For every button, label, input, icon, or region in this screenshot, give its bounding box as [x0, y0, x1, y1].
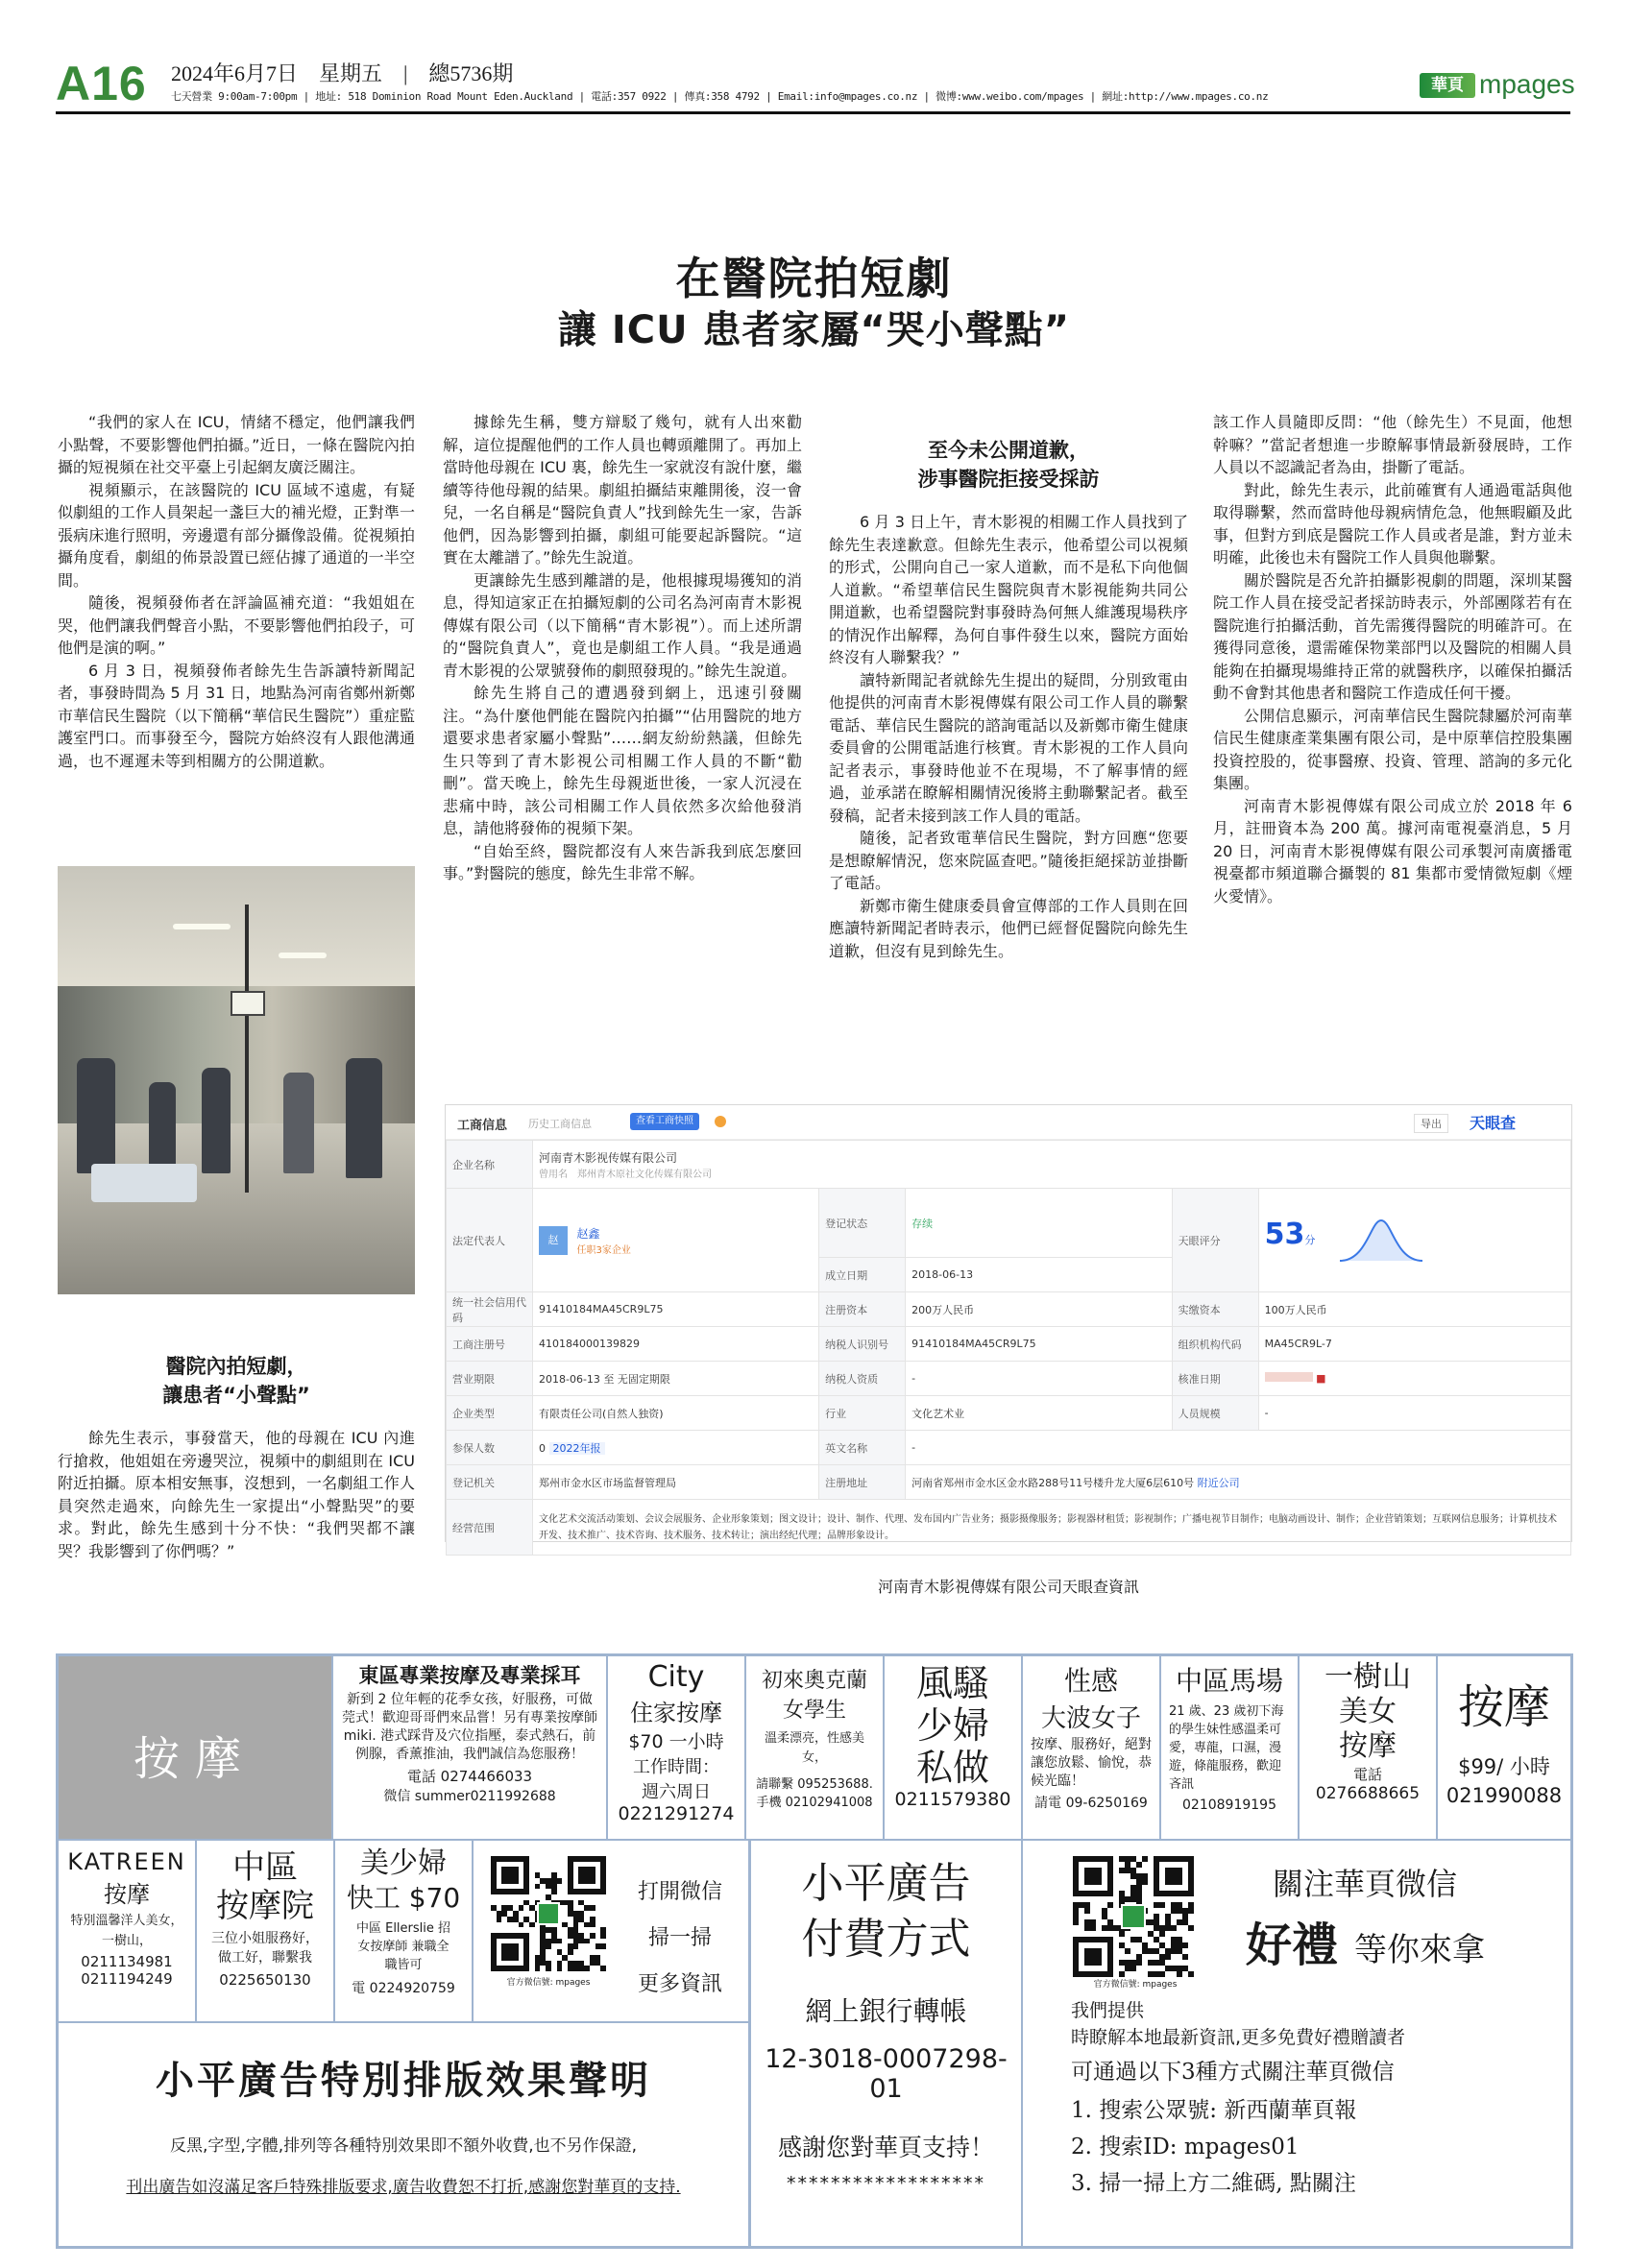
ad-line: 私做	[915, 1747, 989, 1789]
ceiling-lamp	[279, 953, 327, 958]
ad-title: 東區專業按摩及專業採耳	[358, 1664, 581, 1687]
article-subtitle: 讓 ICU 患者家屬“哭小聲點”	[557, 308, 1071, 352]
qr-module	[1188, 1891, 1194, 1896]
ad-price: $70 一小時	[628, 1731, 724, 1752]
ad-price: $99/ 小時	[1458, 1755, 1550, 1778]
ad-line: 3. 掃一掃上方二維碼, 點關注	[1071, 2171, 1356, 2196]
qr-module	[600, 1933, 606, 1939]
qr-module	[1142, 1879, 1148, 1885]
student-ad	[745, 1655, 884, 1840]
tianyancha-logo: 天眼查	[1470, 1114, 1517, 1132]
ad-title: 關注華頁微信	[1273, 1866, 1458, 1902]
paragraph: 讀特新聞記者就餘先生提出的疑問，分別致電由他提供的河南青木影視傳媒有限公司工作人員的聯繫電話、華信民生醫院的諮詢電話以及新鄭市衛生健康委員會的公開電話進行核實。青木影視的工作人員向記者表示，事發時他並不在現場，不了解事情的經過，並承諾在瞭解相關情況後將主動聯繫記者。截至發稿，記者未接到該工作人員的電話。	[829, 670, 1188, 825]
field-label: 注册资本	[819, 1292, 906, 1327]
paragraph: 對此，餘先生表示，此前確實有人通過電話與他取得聯繫，然而當時他母親病情危急，他無暇顧及此事，但對方到底是醫院工作人員或者是誰，對方並未明確，此後也未有醫院工作人員與他聯繫。	[1213, 480, 1572, 567]
qr-module	[1125, 1948, 1130, 1954]
score-value: 53	[1264, 1217, 1305, 1251]
paragraph: 隨後，記者致電華信民生醫院，對方回應“您要是想瞭解情況，您來院區查吧。”隨後拒絕採訪並掛斷了電話。	[829, 829, 1188, 892]
young-woman-ad	[334, 1840, 473, 2022]
qr-module	[600, 1943, 606, 1949]
notice-line: 刊出廣告如沒滿足客戶特殊排版要求,廣告收費恕不打折,感謝您對華頁的支持.	[126, 2178, 681, 2197]
ad-subtitle: 美女	[1339, 1695, 1397, 1728]
notice-title: 小平廣告特別排版效果聲明	[156, 2058, 651, 2103]
field-label: 统一社会信用代码	[447, 1292, 533, 1327]
ad-phone: 0221291274	[618, 1803, 735, 1824]
qr-module	[513, 1955, 519, 1961]
ad-phone: 電話 0274466033	[406, 1768, 533, 1785]
ad-subtitle: 按摩院	[216, 1887, 314, 1925]
ad-contact: 請聯繫 095253688.	[756, 1777, 873, 1792]
ad-phone: 0211194249	[81, 1970, 173, 1988]
field-label: 行业	[819, 1396, 906, 1431]
field-label: 纳税人识别号	[819, 1327, 906, 1362]
ad-phone: 02108919195	[1182, 1798, 1276, 1813]
qr-module	[546, 1943, 551, 1949]
avatar: 赵	[539, 1226, 568, 1255]
decoration-stars: ******************	[787, 2173, 985, 2194]
field-value: 文化艺术交流活动策划、会议会展服务、企业形象策划；图文设计；设计、制作、代理、发布国内广告业务；摄影摄像服务；影视器材租赁；影视制作；广播电视节目制作；电脑动画设计、制作；企业营销策划；互联网信息服务；计算机技术开发、技术推广、技术咨询、技术服务、技术转让；演出经纪代理；品牌形象设计。	[533, 1500, 1571, 1556]
bank-account: 12-3018-0007298-01	[765, 2044, 1008, 2104]
field-label: 英文名称	[819, 1431, 906, 1465]
article-column-1	[58, 411, 415, 772]
field-label: 工商注册号	[447, 1327, 533, 1362]
nearby-link[interactable]: 附近公司	[1197, 1476, 1240, 1489]
field-label: 注册地址	[819, 1465, 906, 1500]
paragraph: 公開信息顯示，河南華信民生醫院隸屬於河南華信民生健康產業集團有限公司，是中原華信控股集團投資控股的，從事醫療、投資、管理、諮詢的多元化集團。	[1213, 706, 1572, 792]
ad-body: 21 歲、23 歲初下海的學生妹性感溫柔可愛，專龍，口濕，漫遊，條龍服務，歡迎吝訊	[1169, 1704, 1284, 1792]
ad-title: 中區	[232, 1848, 298, 1887]
page-number: A16	[56, 57, 147, 110]
central-massage-house-ad	[196, 1840, 334, 2022]
paragraph: “我們的家人在 ICU，情緒不穩定，他們讓我們小點聲，不要影響他們拍攝。”近日，一條在醫院內拍攝的短視頻在社交平臺上引起網友廣泛關注。	[58, 413, 415, 476]
score-unit: 分	[1304, 1233, 1316, 1246]
field-label: 企业类型	[447, 1396, 533, 1431]
ad-phone: 電 0224920759	[352, 1981, 455, 1996]
ad-line: 掃一掃	[647, 1926, 712, 1950]
ad-line: 時瞭解本地最新資訊,更多免費好禮贈讀者	[1071, 2027, 1406, 2048]
light-stand	[245, 905, 249, 1193]
qr-module	[1107, 1902, 1113, 1908]
qr-module	[535, 1966, 541, 1971]
qr-module	[600, 1889, 606, 1894]
qr-module	[1084, 1908, 1090, 1914]
sexy-ad	[884, 1655, 1022, 1840]
field-value: 100万人民币	[1258, 1292, 1570, 1327]
field-value: 410184000139829	[533, 1327, 819, 1362]
qr-module	[590, 1878, 595, 1884]
qr-module	[1136, 1960, 1142, 1966]
qr-module	[568, 1949, 573, 1955]
qr-module	[1165, 1954, 1171, 1960]
field-label: 经营范围	[447, 1500, 533, 1556]
ad-title: 初來奧克蘭	[761, 1669, 867, 1693]
qr-module	[557, 1966, 563, 1971]
wechat-scan-ad	[473, 1840, 749, 2022]
ad-line: 我們提供	[1071, 2000, 1145, 2021]
company-name: 河南青木影视传媒有限公司	[539, 1150, 678, 1165]
ad-label: 電話	[1352, 1766, 1382, 1783]
follow-wechat-ad	[1022, 1840, 1571, 2247]
qr-module	[1182, 1954, 1188, 1960]
city-massage-ad	[607, 1655, 745, 1840]
hospital-bed	[91, 1164, 197, 1202]
gift-big: 好禮	[1246, 1918, 1339, 1972]
qr-module	[551, 1889, 557, 1894]
ad-phone: 請電 09-6250169	[1034, 1796, 1148, 1811]
field-value: 91410184MA45CR9L75	[533, 1292, 819, 1327]
qr-module	[519, 1905, 524, 1911]
field-label: 实缴资本	[1172, 1292, 1258, 1327]
qr-module	[584, 1939, 590, 1944]
ad-title: 一樹山	[1324, 1660, 1411, 1694]
fill-light	[231, 991, 265, 1016]
wechat-instructions	[618, 1870, 742, 2008]
photo-caption: 醫院內拍短劇， 讓患者“小聲點”	[162, 1355, 310, 1407]
qr-module	[519, 1922, 524, 1928]
field-value	[906, 1465, 1571, 1500]
ad-subtitle: 住家按摩	[630, 1700, 722, 1726]
field-value: 存续	[906, 1189, 1172, 1258]
field-value: -	[906, 1431, 1571, 1465]
ad-title: 美少婦	[360, 1846, 447, 1880]
address: 河南省郑州市金水区金水路288号11号楼升龙大厦6层610号	[911, 1476, 1195, 1489]
massage99-ad	[1437, 1655, 1571, 1840]
field-value: 2018-06-13	[906, 1258, 1172, 1292]
ad-days: 週六周日	[642, 1782, 711, 1802]
field-value	[533, 1431, 819, 1465]
ad-body: 溫柔漂亮，性感美女，	[764, 1731, 864, 1765]
card-caption: 河南青木影視傳媒有限公司天眼查資訊	[877, 1578, 1139, 1596]
ad-subtitle: 付費方式	[801, 1915, 971, 1964]
insured-count: 0	[539, 1441, 546, 1455]
thanks-line: 感謝您對華頁支持！	[777, 2134, 994, 2161]
ad-line: 打開微信	[637, 1880, 722, 1904]
ad-title: City	[647, 1660, 705, 1694]
field-value: -	[1258, 1396, 1570, 1431]
photo-ceiling	[58, 866, 415, 995]
paragraph: 新鄭市衛生健康委員會宣傳部的工作人員則在回應讀特新聞記者時表示，他們已經督促醫院向餘先生道歉，但沒有見到餘先生。	[829, 896, 1188, 960]
field-label: 企业名称	[447, 1141, 533, 1189]
ad-phone: 手機 02102941008	[756, 1796, 873, 1810]
paragraph: 據餘先生稱，雙方辯駁了幾句，就有人出來勸解，這位提醒他們的工作人員也轉頭離開了。再加上當時他母親在 ICU 裏，餘先生一家就沒有說什麼，繼續等待他母親的結果。劇組拍攝結束離開後，沒一會兒，一名自稱是“醫院負責人”找到餘先生一家，告訴他們，因為影響到拍攝，劇組可能要起訴醫院。“這實在太離譜了。”餘先生說道。	[443, 413, 802, 567]
export-button[interactable]: 导出	[1414, 1114, 1448, 1133]
qr-module	[590, 1933, 595, 1939]
qr-module	[1177, 1879, 1182, 1885]
qr-module	[573, 1943, 579, 1949]
ad-body: 新到 2 位年輕的花季女孩，好服務，可做莞式！歡迎哥哥們來品嘗！另有專業按摩師 miki. 港式踩背及穴位指壓，泰式熱石，前例腺，香薰推油，我們誠信為您服務！	[342, 1692, 597, 1762]
score-cell	[1258, 1189, 1570, 1292]
company-info-card	[445, 1104, 1572, 1542]
qr-module	[1159, 1931, 1165, 1937]
massage-label: 按摩	[133, 1732, 256, 1786]
ad-line: 可通過以下3種方式關注華頁微信	[1071, 2060, 1395, 2085]
field-label: 成立日期	[819, 1258, 906, 1292]
qr-module	[1090, 1925, 1096, 1931]
qr-label: 官方微信號: mpages	[506, 1978, 591, 1988]
person-silhouette	[77, 1058, 115, 1173]
paragraph: 餘先生表示，事發當天，他的母親在 ICU 內進行搶救，他姐姐在旁邊哭泣，視頻中的劇組則在 ICU 附近拍攝。原本相安無事，沒想到，一名劇組工作人員突然走過來，向餘先生一家提出“小聲點哭”的要求。對此，餘先生感到十分不快：“我們哭都不讓哭？我影響到了你們嗎？”	[58, 1429, 415, 1560]
paragraph: 河南青木影視傳媒有限公司成立於 2018 年 6 月，註冊資本為 200 萬。據河南電視臺消息，5 月 20 日，河南青木影視傳媒有限公司承製河南廣播電視臺都市頻道聯合攝製的 81 集都市愛情微短劇《煙火愛情》。	[1213, 796, 1572, 905]
annual-report-link[interactable]: 2022年报	[549, 1442, 605, 1455]
central-racecourse-ad	[1160, 1655, 1299, 1840]
shan-ad	[1299, 1655, 1437, 1840]
qr-module	[513, 1878, 519, 1884]
article-title: 在醫院拍短劇	[675, 253, 953, 304]
ad-line: 風騷	[915, 1662, 989, 1704]
ad-subtitle: 按摩	[1339, 1729, 1397, 1763]
ad-hours: 工作時間：	[633, 1757, 719, 1777]
qr-module	[600, 1966, 606, 1971]
ad-subtitle: 快工 $70	[346, 1882, 461, 1914]
person-silhouette	[202, 1068, 231, 1173]
issue-date: 2024年6月7日 星期五 | 總5736期	[171, 61, 514, 85]
ad-phone: 0225650130	[219, 1971, 311, 1989]
paragraph: 關於醫院是否允許拍攝影視劇的問題，深圳某醫院工作人員在接受記者採訪時表示，外部團隊若有在醫院進行拍攝活動，首先需獲得醫院的明確許可。在獲得同意後，還需確保物業部門以及醫院的相關人員能夠在拍攝現場維持正常的就醫秩序，以確保拍攝活動不會對其他患者和醫院工作造成任何干擾。	[1213, 570, 1572, 702]
paragraph: 隨後，視頻發佈者在評論區補充道：“我姐姐在哭，他們讓我們聲音小點，不要影響他們拍段子，可他們是演的啊。”	[58, 593, 415, 657]
payment-method-ad	[749, 1840, 1022, 2247]
section-heading: 至今未公開道歉， 涉事醫院拒接受採訪	[917, 439, 1100, 491]
ad-phone: 021990088	[1446, 1784, 1563, 1807]
qr-module	[523, 1889, 529, 1894]
qr-module	[497, 1917, 502, 1922]
ad-line: 2. 搜索ID: mpages01	[1071, 2135, 1300, 2159]
ad-body: 中區 Ellerslie 招女按摩師 兼職全職皆可	[355, 1921, 451, 1972]
qr-module	[557, 1878, 563, 1884]
header-rule	[56, 111, 1570, 114]
field-value: -	[906, 1362, 1172, 1396]
field-value	[533, 1141, 1571, 1189]
qr-module	[1159, 1902, 1165, 1908]
field-label: 组织机构代码	[1172, 1327, 1258, 1362]
field-value: 2018-06-13 至 无固定期限	[533, 1362, 819, 1396]
article-column-1b	[58, 1427, 415, 1562]
wechat-qr-code[interactable]	[491, 1856, 606, 1971]
qr-module	[1107, 1891, 1113, 1896]
ad-line: 少婦	[915, 1704, 989, 1747]
qr-module	[1136, 1862, 1142, 1868]
paragraph: 該工作人員隨即反問：“他（餘先生）不見面，他想幹嘛？”當記者想進一步瞭解事情最新發展時，工作人員以不認識記者為由，掛斷了電話。	[1213, 413, 1572, 476]
ad-wechat: 微信 summer0211992688	[383, 1789, 556, 1804]
east-massage-ad	[332, 1655, 607, 1840]
qr-module	[557, 1939, 563, 1944]
score-curve-icon	[1338, 1217, 1424, 1265]
ad-title: 性感	[1063, 1665, 1118, 1697]
paragraph: “自始至終，醫院都沒有人來告訴我到底怎麼回事。”對醫院的態度，餘先生非常不解。	[443, 841, 802, 882]
qr-module	[1188, 1908, 1194, 1914]
qr-module	[1119, 1931, 1125, 1937]
field-label: 登记状态	[819, 1189, 906, 1258]
ad-title: KATREEN	[67, 1848, 186, 1875]
paragraph: 視頻顯示，在該醫院的 ICU 區域不遠處，有疑似劇組的工作人員架起一盞巨大的補光燈，正對準一張病床進行照明，旁邊還有部分攝像設備。從視頻拍攝角度看，劇組的佈景設置已經佔據了通道的一半空間。	[58, 480, 415, 590]
wechat-qr-code[interactable]	[1073, 1856, 1194, 1977]
lock-icon: ■	[1316, 1372, 1326, 1385]
ad-subtitle: 大波女子	[1040, 1704, 1141, 1733]
ad-subtitle: 女學生	[782, 1699, 846, 1723]
qr-module	[535, 1884, 541, 1890]
logo-mark: 華頁	[1420, 73, 1475, 98]
article-column-4	[1213, 411, 1572, 907]
field-label: 法定代表人	[447, 1189, 533, 1292]
field-value: 有限责任公司(自然人独资)	[533, 1396, 819, 1431]
field-value	[1258, 1362, 1570, 1396]
ad-body: 特別溫馨洋人美女，一樹山，	[70, 1914, 183, 1948]
field-label: 登记机关	[447, 1465, 533, 1500]
ad-body: 三位小姐服務好，做工好，聯繫我	[211, 1931, 319, 1966]
field-label: 核准日期	[1172, 1362, 1258, 1396]
qr-module	[1130, 1966, 1136, 1971]
field-label: 天眼评分	[1172, 1189, 1258, 1292]
field-value: 郑州市金水区市场监督管理局	[533, 1465, 819, 1500]
qr-center-logo-icon	[1121, 1904, 1145, 1928]
legal-rep-name[interactable]: 赵鑫	[576, 1226, 600, 1241]
gift-small: 等你來拿	[1354, 1931, 1485, 1969]
qr-label: 官方微信號: mpages	[1093, 1980, 1178, 1990]
field-label: 纳税人资质	[819, 1362, 906, 1396]
field-label: 营业期限	[447, 1362, 533, 1396]
ad-phone: 0211579380	[894, 1789, 1011, 1810]
hospital-photo	[58, 866, 415, 1294]
article-column-2	[443, 411, 802, 885]
ceiling-lamp	[173, 924, 231, 929]
qr-module	[1188, 1925, 1194, 1931]
massage-label-ad	[58, 1655, 332, 1840]
qr-module	[1073, 1919, 1079, 1925]
qr-module	[1182, 1942, 1188, 1948]
person-silhouette	[346, 1058, 382, 1178]
redacted-bar	[1265, 1372, 1313, 1382]
badge-icon	[715, 1116, 726, 1127]
qr-module	[1096, 1879, 1102, 1885]
ad-subtitle: 按摩	[104, 1881, 150, 1908]
payment-method: 網上銀行轉帳	[805, 1995, 967, 2027]
ad-title: 按摩	[1457, 1680, 1550, 1734]
qr-module	[1142, 1856, 1148, 1862]
qr-center-logo-icon	[537, 1902, 560, 1925]
qr-module	[529, 1922, 535, 1928]
qr-module	[523, 1966, 529, 1971]
ad-phone: 0211134981	[81, 1953, 173, 1970]
field-label: 人员规模	[1172, 1396, 1258, 1431]
qr-module	[590, 1905, 595, 1911]
field-value: 文化艺术业	[906, 1396, 1172, 1431]
field-value: 200万人民币	[906, 1292, 1172, 1327]
card-toolbar	[446, 1105, 1571, 1140]
paragraph: 6 月 3 日，視頻發佈者餘先生告訴讀特新聞記者，事發時間為 5 月 31 日，地點為河南省鄭州新鄭市華信民生醫院（以下簡稱“華信民生醫院”）重症監護室門口。而事發至今，醫院方始終沒有人跟他溝通過，也不遲遲未等到相關方的公開道歉。	[58, 661, 415, 770]
ad-line: 更多資訊	[637, 1972, 722, 1996]
tab-business-info[interactable]: 工商信息	[457, 1119, 508, 1133]
legal-rep-sub[interactable]: 任职3家企业	[576, 1244, 631, 1256]
paragraph: 6 月 3 日上午，青木影視的相關工作人員找到了餘先生表達歉意。但餘先生表示，他希望公司以視頻的形式，公開向自己一家人道歉，而不是私下向他個人道歉。“希望華信民生醫院與青木影視能夠共同公開道歉，也希望醫院對事發時為何無人維護現場秩序的情況作出解釋，為何自事件發生以來，醫院方面始終沒有人聯繫我？”	[829, 513, 1188, 666]
paragraph: 餘先生將自己的遭遇發到網上，迅速引發關注。“為什麼他們能在醫院內拍攝”“佔用醫院的地方還要求患者家屬小聲點”……網友紛紛熱議，但餘先生只等到了青木影視公司相關工作人員的不斷“勸刪”。當天晚上，餘先生母親逝世後，一家人沉浸在悲痛中時，該公司相關工作人員依然多次給他發消息，請他將發佈的視頻下架。	[443, 684, 802, 837]
company-info-table	[446, 1140, 1571, 1556]
qr-module	[1171, 1925, 1177, 1931]
person-silhouette	[149, 1082, 176, 1173]
qr-module	[546, 1966, 551, 1971]
mpages-logo	[1420, 69, 1575, 104]
article-column-3	[829, 428, 1188, 962]
contact-info-line: 七天營業 9:00am-7:00pm | 地址: 518 Dominion Road Mount Eden.Auckland | 電話:357 0922 | 傳真:358 4792 | Email:info@mpages.co.nz | 微博:www.weibo.com/mpages | 網址:http://www.mpages.co.nz	[171, 90, 1269, 103]
legal-rep-cell	[533, 1189, 819, 1292]
katreen-ad	[58, 1840, 196, 2022]
layout-notice	[58, 2022, 749, 2247]
field-value: MA45CR9L-7	[1258, 1327, 1570, 1362]
ad-body: 按摩、服務好，絕對讓您放鬆、愉悅，恭候光臨！	[1031, 1737, 1152, 1789]
person-silhouette	[283, 1073, 314, 1173]
logo-text: mpages	[1479, 69, 1575, 99]
ad-line: 1. 搜索公眾號: 新西蘭華頁報	[1071, 2098, 1357, 2123]
tab-history[interactable]: 历史工商信息	[528, 1118, 592, 1130]
qr-module	[590, 1922, 595, 1928]
paragraph: 更讓餘先生感到離譜的是，他根據現場獲知的消息，得知這家正在拍攝短劇的公司名為河南青木影視傳媒有限公司（以下簡稱“青木影視”）。而上述所謂的“醫院負責人”，竟也是劇組工作人員。“我是通過青木影視的公眾號發佈的劇照發現的。”餘先生說道。	[443, 570, 802, 680]
busty-ad	[1022, 1655, 1160, 1840]
notice-line: 反黑,字型,字體,排列等各種特別效果即不額外收費,也不另作保證,	[169, 2136, 638, 2156]
ad-title: 小平廣告	[801, 1859, 971, 1908]
field-label: 参保人数	[447, 1431, 533, 1465]
qr-module	[1096, 1960, 1102, 1966]
snapshot-button[interactable]: 查看工商快照	[630, 1113, 699, 1130]
qr-module	[584, 1966, 590, 1971]
ad-phone: 0276688665	[1315, 1784, 1421, 1803]
field-value: 91410184MA45CR9L75	[906, 1327, 1172, 1362]
company-used-name: 曾用名 郑州青木原社文化传媒有限公司	[539, 1169, 712, 1180]
ad-title: 中區馬場	[1175, 1665, 1283, 1697]
